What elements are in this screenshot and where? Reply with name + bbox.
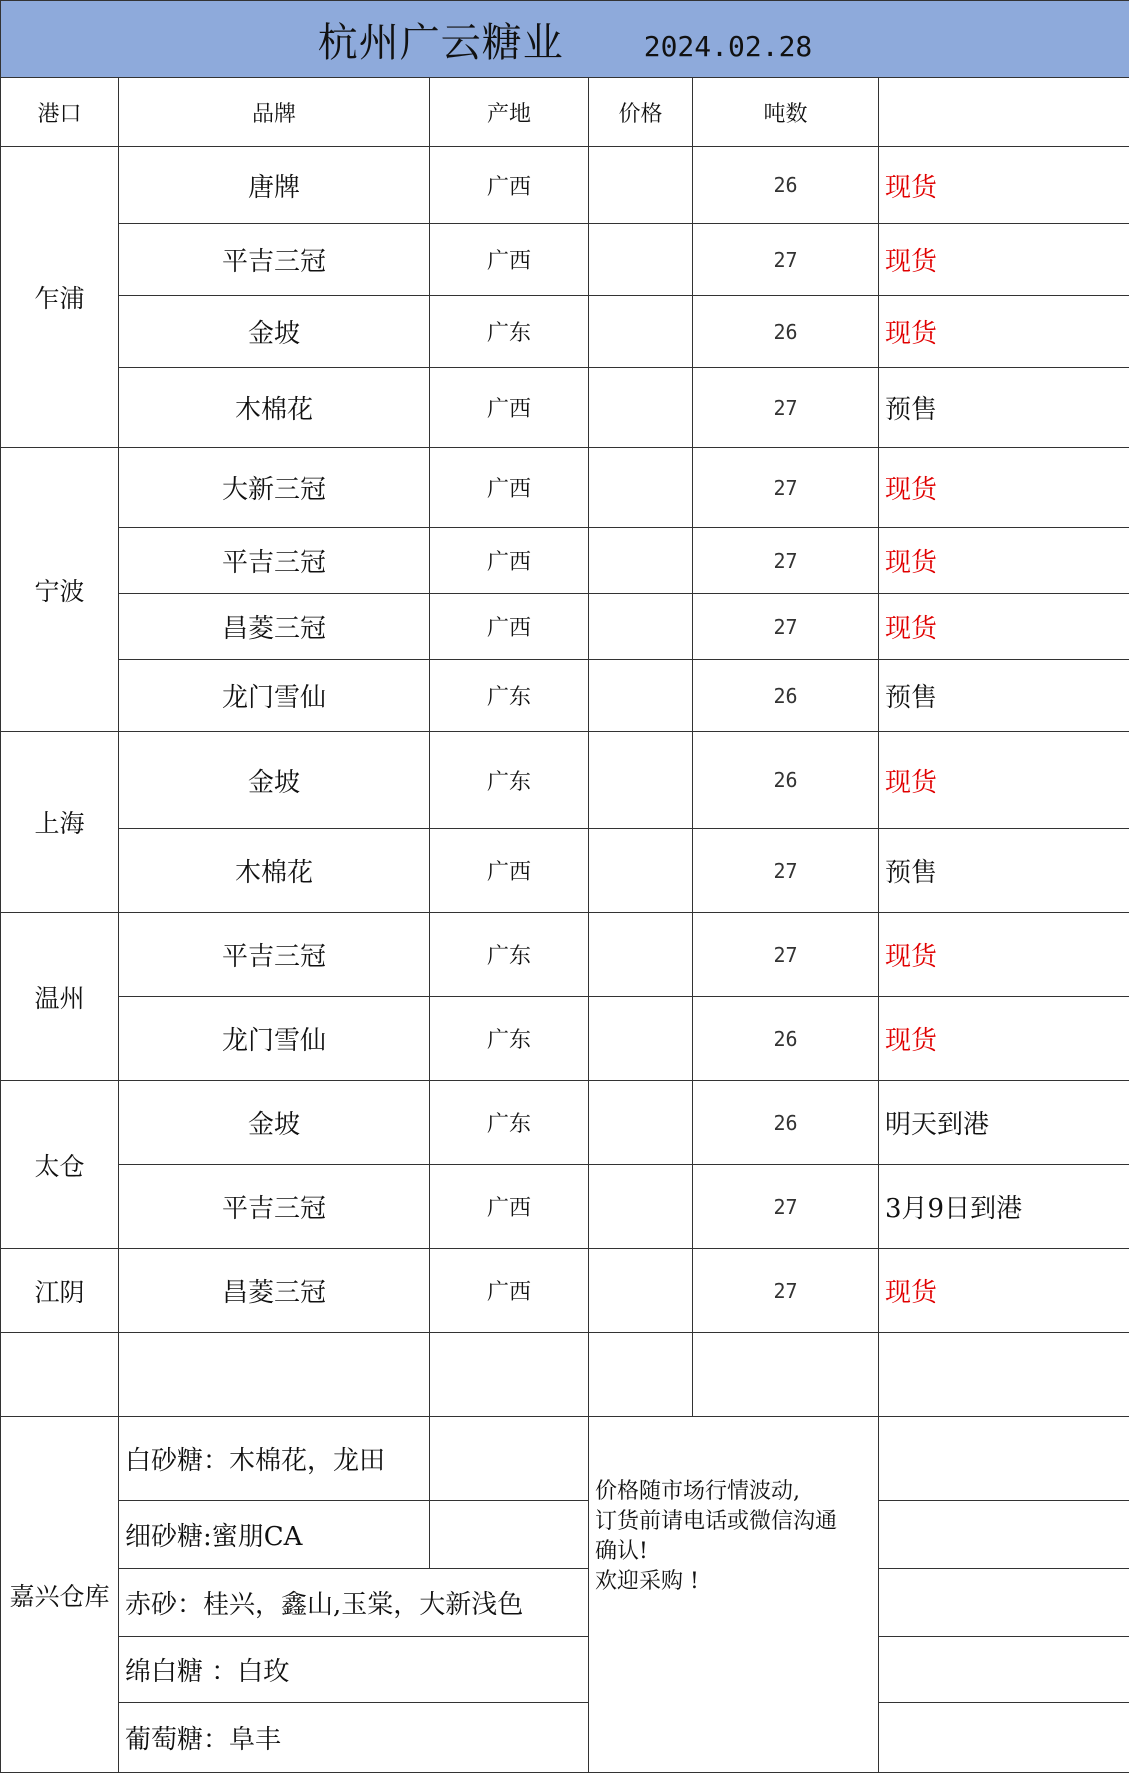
table-row (1, 1081, 1129, 1165)
note-line: 订货前请电话或微信沟通 (595, 1509, 838, 1534)
brand-cell: 木棉花 (119, 829, 430, 913)
note-line: 价格随市场行情波动, (595, 1479, 800, 1504)
col-header-brand: 品牌 (119, 78, 430, 147)
warehouse-row (1, 1417, 1129, 1501)
table-row (1, 296, 1129, 368)
port-cell: 乍浦 (1, 147, 119, 448)
status-cell: 现货 (879, 594, 1129, 660)
tons-cell: 27 (693, 913, 879, 997)
origin-cell: 广东 (430, 997, 589, 1081)
port-cell: 温州 (1, 913, 119, 1081)
status-cell: 预售 (879, 829, 1129, 913)
tons-cell: 26 (693, 147, 879, 224)
price-cell (589, 528, 693, 594)
warehouse-row (1, 1501, 1129, 1569)
price-cell (589, 594, 693, 660)
table-row (1, 224, 1129, 296)
col-header-status (879, 78, 1129, 147)
price-note (589, 1417, 879, 1773)
empty-cell (119, 1333, 430, 1417)
note-line: 欢迎采购 ! (595, 1569, 699, 1594)
tons-cell: 27 (693, 1249, 879, 1333)
status-cell: 3月9日到港 (879, 1165, 1129, 1249)
table-row (1, 829, 1129, 913)
price-cell (589, 1081, 693, 1165)
tons-cell: 27 (693, 448, 879, 528)
price-cell (589, 997, 693, 1081)
price-cell (589, 829, 693, 913)
warehouse-item: 白砂糖：木棉花，龙田 (119, 1417, 430, 1501)
brand-cell: 昌菱三冠 (119, 594, 430, 660)
warehouse-side-cell (879, 1501, 1129, 1569)
warehouse-side-cell (879, 1417, 1129, 1501)
table-row (1, 594, 1129, 660)
price-cell (589, 1165, 693, 1249)
origin-cell: 广西 (430, 147, 589, 224)
tons-cell: 26 (693, 732, 879, 829)
warehouse-row (1, 1569, 1129, 1637)
tons-cell: 27 (693, 594, 879, 660)
table-row (1, 997, 1129, 1081)
empty-row (1, 1333, 1129, 1417)
header-row (1, 78, 1129, 147)
origin-cell: 广西 (430, 1249, 589, 1333)
price-cell (589, 732, 693, 829)
price-cell (589, 1249, 693, 1333)
price-cell (589, 448, 693, 528)
warehouse-item: 赤砂：桂兴，鑫山,玉棠，大新浅色 (119, 1569, 589, 1637)
origin-cell: 广西 (430, 528, 589, 594)
table-row (1, 448, 1129, 528)
tons-cell: 27 (693, 528, 879, 594)
origin-cell: 广西 (430, 224, 589, 296)
brand-cell: 昌菱三冠 (119, 1249, 430, 1333)
col-header-port: 港口 (1, 78, 119, 147)
warehouse-row (1, 1703, 1129, 1773)
warehouse-label: 嘉兴仓库 (1, 1417, 119, 1773)
brand-cell: 平吉三冠 (119, 528, 430, 594)
warehouse-side-cell (879, 1637, 1129, 1703)
warehouse-item: 葡萄糖：阜丰 (119, 1703, 589, 1773)
table-row (1, 660, 1129, 732)
empty-cell (879, 1333, 1129, 1417)
brand-cell: 大新三冠 (119, 448, 430, 528)
origin-cell: 广东 (430, 1081, 589, 1165)
empty-cell (693, 1333, 879, 1417)
empty-cell (589, 1333, 693, 1417)
status-cell: 现货 (879, 732, 1129, 829)
title-banner (1, 1, 1129, 78)
tons-cell: 27 (693, 1165, 879, 1249)
status-cell: 现货 (879, 997, 1129, 1081)
price-cell (589, 913, 693, 997)
brand-cell: 金坡 (119, 296, 430, 368)
title-row (1, 1, 1129, 78)
company-title: 杭州广云糖业 (317, 19, 564, 66)
origin-cell: 广西 (430, 829, 589, 913)
brand-cell: 平吉三冠 (119, 224, 430, 296)
port-cell: 上海 (1, 732, 119, 913)
warehouse-item: 绵白糖 ：白玫 (119, 1637, 589, 1703)
table-row (1, 732, 1129, 829)
status-cell: 现货 (879, 224, 1129, 296)
brand-cell: 金坡 (119, 732, 430, 829)
origin-cell: 广西 (430, 594, 589, 660)
price-cell (589, 296, 693, 368)
status-cell: 预售 (879, 660, 1129, 732)
brand-cell: 木棉花 (119, 368, 430, 448)
origin-cell: 广东 (430, 660, 589, 732)
empty-cell (430, 1333, 589, 1417)
price-cell (589, 224, 693, 296)
status-cell: 预售 (879, 368, 1129, 448)
status-cell: 现货 (879, 448, 1129, 528)
table-row (1, 368, 1129, 448)
table-row (1, 1249, 1129, 1333)
brand-cell: 平吉三冠 (119, 1165, 430, 1249)
status-cell: 现货 (879, 296, 1129, 368)
tons-cell: 26 (693, 296, 879, 368)
table-row (1, 913, 1129, 997)
status-cell: 现货 (879, 147, 1129, 224)
price-cell (589, 368, 693, 448)
warehouse-item: 细砂糖:蜜朋CA (119, 1501, 430, 1569)
status-cell: 明天到港 (879, 1081, 1129, 1165)
price-cell (589, 660, 693, 732)
warehouse-row (1, 1637, 1129, 1703)
origin-cell: 广西 (430, 1165, 589, 1249)
warehouse-side-cell (879, 1569, 1129, 1637)
table-row (1, 147, 1129, 224)
table-row (1, 528, 1129, 594)
tons-cell: 26 (693, 660, 879, 732)
port-cell: 太仓 (1, 1081, 119, 1249)
brand-cell: 龙门雪仙 (119, 997, 430, 1081)
table-row (1, 1165, 1129, 1249)
brand-cell: 平吉三冠 (119, 913, 430, 997)
status-cell: 现货 (879, 528, 1129, 594)
brand-cell: 龙门雪仙 (119, 660, 430, 732)
warehouse-blank (430, 1501, 589, 1569)
warehouse-side-cell (879, 1703, 1129, 1773)
col-header-tons: 吨数 (693, 78, 879, 147)
empty-cell (1, 1333, 119, 1417)
note-line: 确认! (595, 1539, 648, 1564)
price-cell (589, 147, 693, 224)
tons-cell: 27 (693, 829, 879, 913)
brand-cell: 金坡 (119, 1081, 430, 1165)
origin-cell: 广西 (430, 448, 589, 528)
tons-cell: 26 (693, 997, 879, 1081)
origin-cell: 广西 (430, 368, 589, 448)
origin-cell: 广东 (430, 296, 589, 368)
port-cell: 宁波 (1, 448, 119, 732)
port-cell: 江阴 (1, 1249, 119, 1333)
status-cell: 现货 (879, 913, 1129, 997)
origin-cell: 广东 (430, 732, 589, 829)
origin-cell: 广东 (430, 913, 589, 997)
brand-cell: 唐牌 (119, 147, 430, 224)
col-header-origin: 产地 (430, 78, 589, 147)
tons-cell: 27 (693, 368, 879, 448)
report-date: 2024.02.28 (643, 29, 813, 63)
tons-cell: 27 (693, 224, 879, 296)
col-header-price: 价格 (589, 78, 693, 147)
status-cell: 现货 (879, 1249, 1129, 1333)
warehouse-blank (430, 1417, 589, 1501)
tons-cell: 26 (693, 1081, 879, 1165)
